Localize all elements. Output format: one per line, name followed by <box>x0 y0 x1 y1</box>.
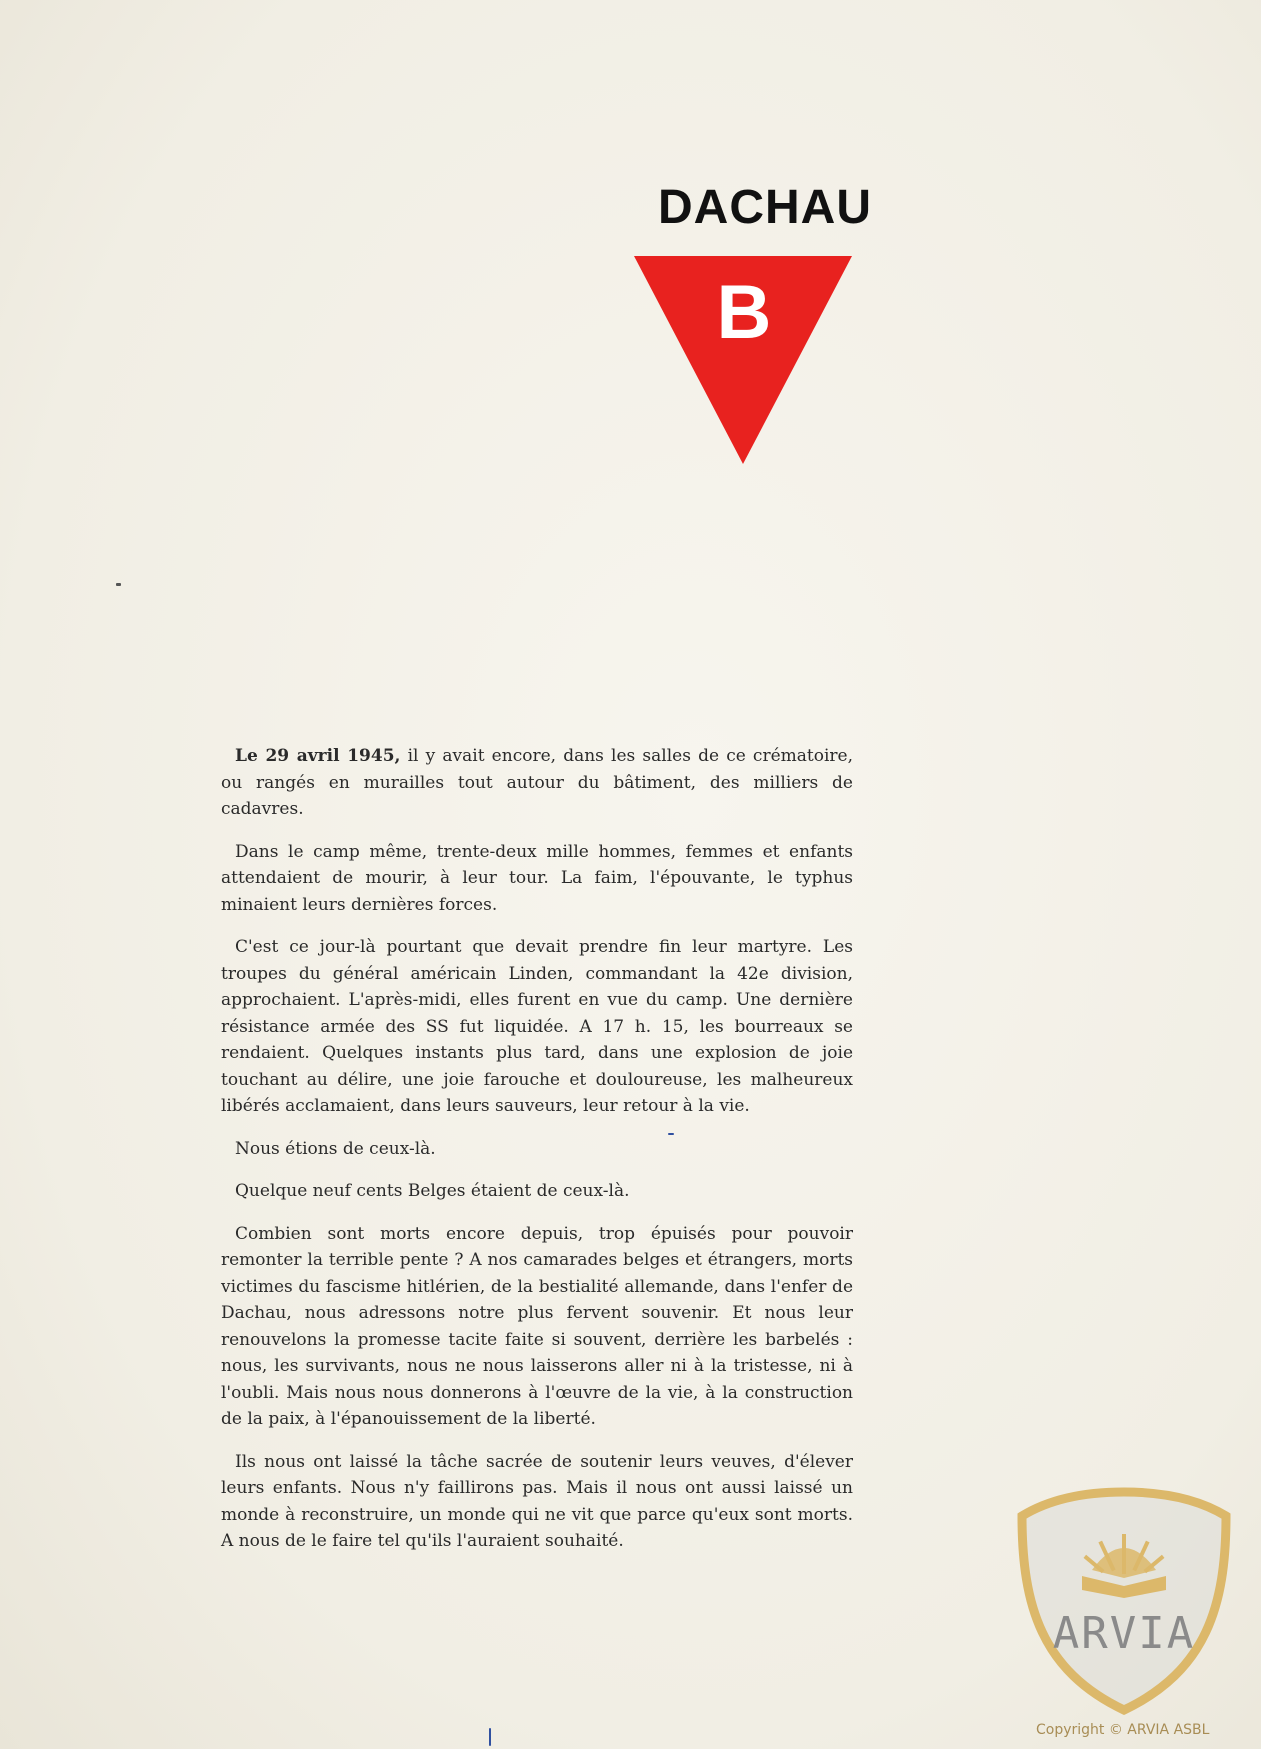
paragraph-1 <box>221 743 853 823</box>
paragraph-1-text: il y avait encore, dans les salles de ce crématoire, ou rangés en murailles tout autour du bâtiment, des milliers de cadavres. <box>221 746 853 819</box>
paper-speck <box>116 583 121 586</box>
paper-speck <box>668 1133 674 1135</box>
paragraph-3: C'est ce jour-là pourtant que devait prendre fin leur martyre. Les troupes du général américain Linden, commandant la 42e division, approchaient. L'après-midi, elles furent en vue du camp. Une dernière résistance armée des SS fut liquidée. A 17 h. 15, les bourreaux se rendaient. Quelques instants plus tard, dans une explosion de joie touchant au délire, une joie farouche et douloureuse, les malheureux libérés acclamaient, dans leurs sauveurs, leur retour à la vie. <box>221 937 853 1116</box>
red-triangle-badge <box>634 256 852 464</box>
paragraph-2: Dans le camp même, trente-deux mille hommes, femmes et enfants attendaient de mourir, à leur tour. La faim, l'épouvante, le typhus minaient leurs dernières forces. <box>221 841 853 915</box>
logo-text: ARVIA <box>1052 1608 1196 1659</box>
article-body <box>221 743 853 1571</box>
paragraph-4: Nous étions de ceux-là. <box>235 1138 436 1159</box>
copyright-notice: Copyright © ARVIA ASBL <box>1036 1722 1210 1738</box>
arvia-logo-watermark <box>1012 1486 1236 1716</box>
shield-outline <box>1022 1492 1226 1710</box>
paragraph-7: Ils nous ont laissé la tâche sacrée de soutenir leurs veuves, d'élever leurs enfants. Nous n'y faillirons pas. Mais il nous ont aussi laissé un monde à reconstruire, un monde qui ne vit que parce qu'eux sont morts. A nous de le faire tel qu'ils l'auraient souhaité. <box>221 1451 853 1551</box>
paragraph-6: Combien sont morts encore depuis, trop épuisés pour pouvoir remonter la terrible pente ? A nos camarades belges et étrangers, morts victimes du fascisme hitlérien, de la bestialité allemande, dans l'enfer de Dachau, nous adressons notre plus fervent souvenir. Et nous leur renouvelons la promesse tacite faite si souvent, derrière les barbelés : nous, les survivants, nous ne nous laisserons aller ni à la tristesse, ni à l'oubli. Mais nous nous donnerons à l'œuvre de la vie, à la construction de la paix, à l'épanouissement de la liberté. <box>221 1223 853 1429</box>
paper-speck <box>489 1728 491 1746</box>
page-title: DACHAU <box>658 181 872 234</box>
paragraph-5: Quelque neuf cents Belges étaient de ceux-là. <box>235 1181 630 1201</box>
date-lead: Le 29 avril 1945, <box>235 746 401 766</box>
triangle-letter: B <box>716 270 772 355</box>
